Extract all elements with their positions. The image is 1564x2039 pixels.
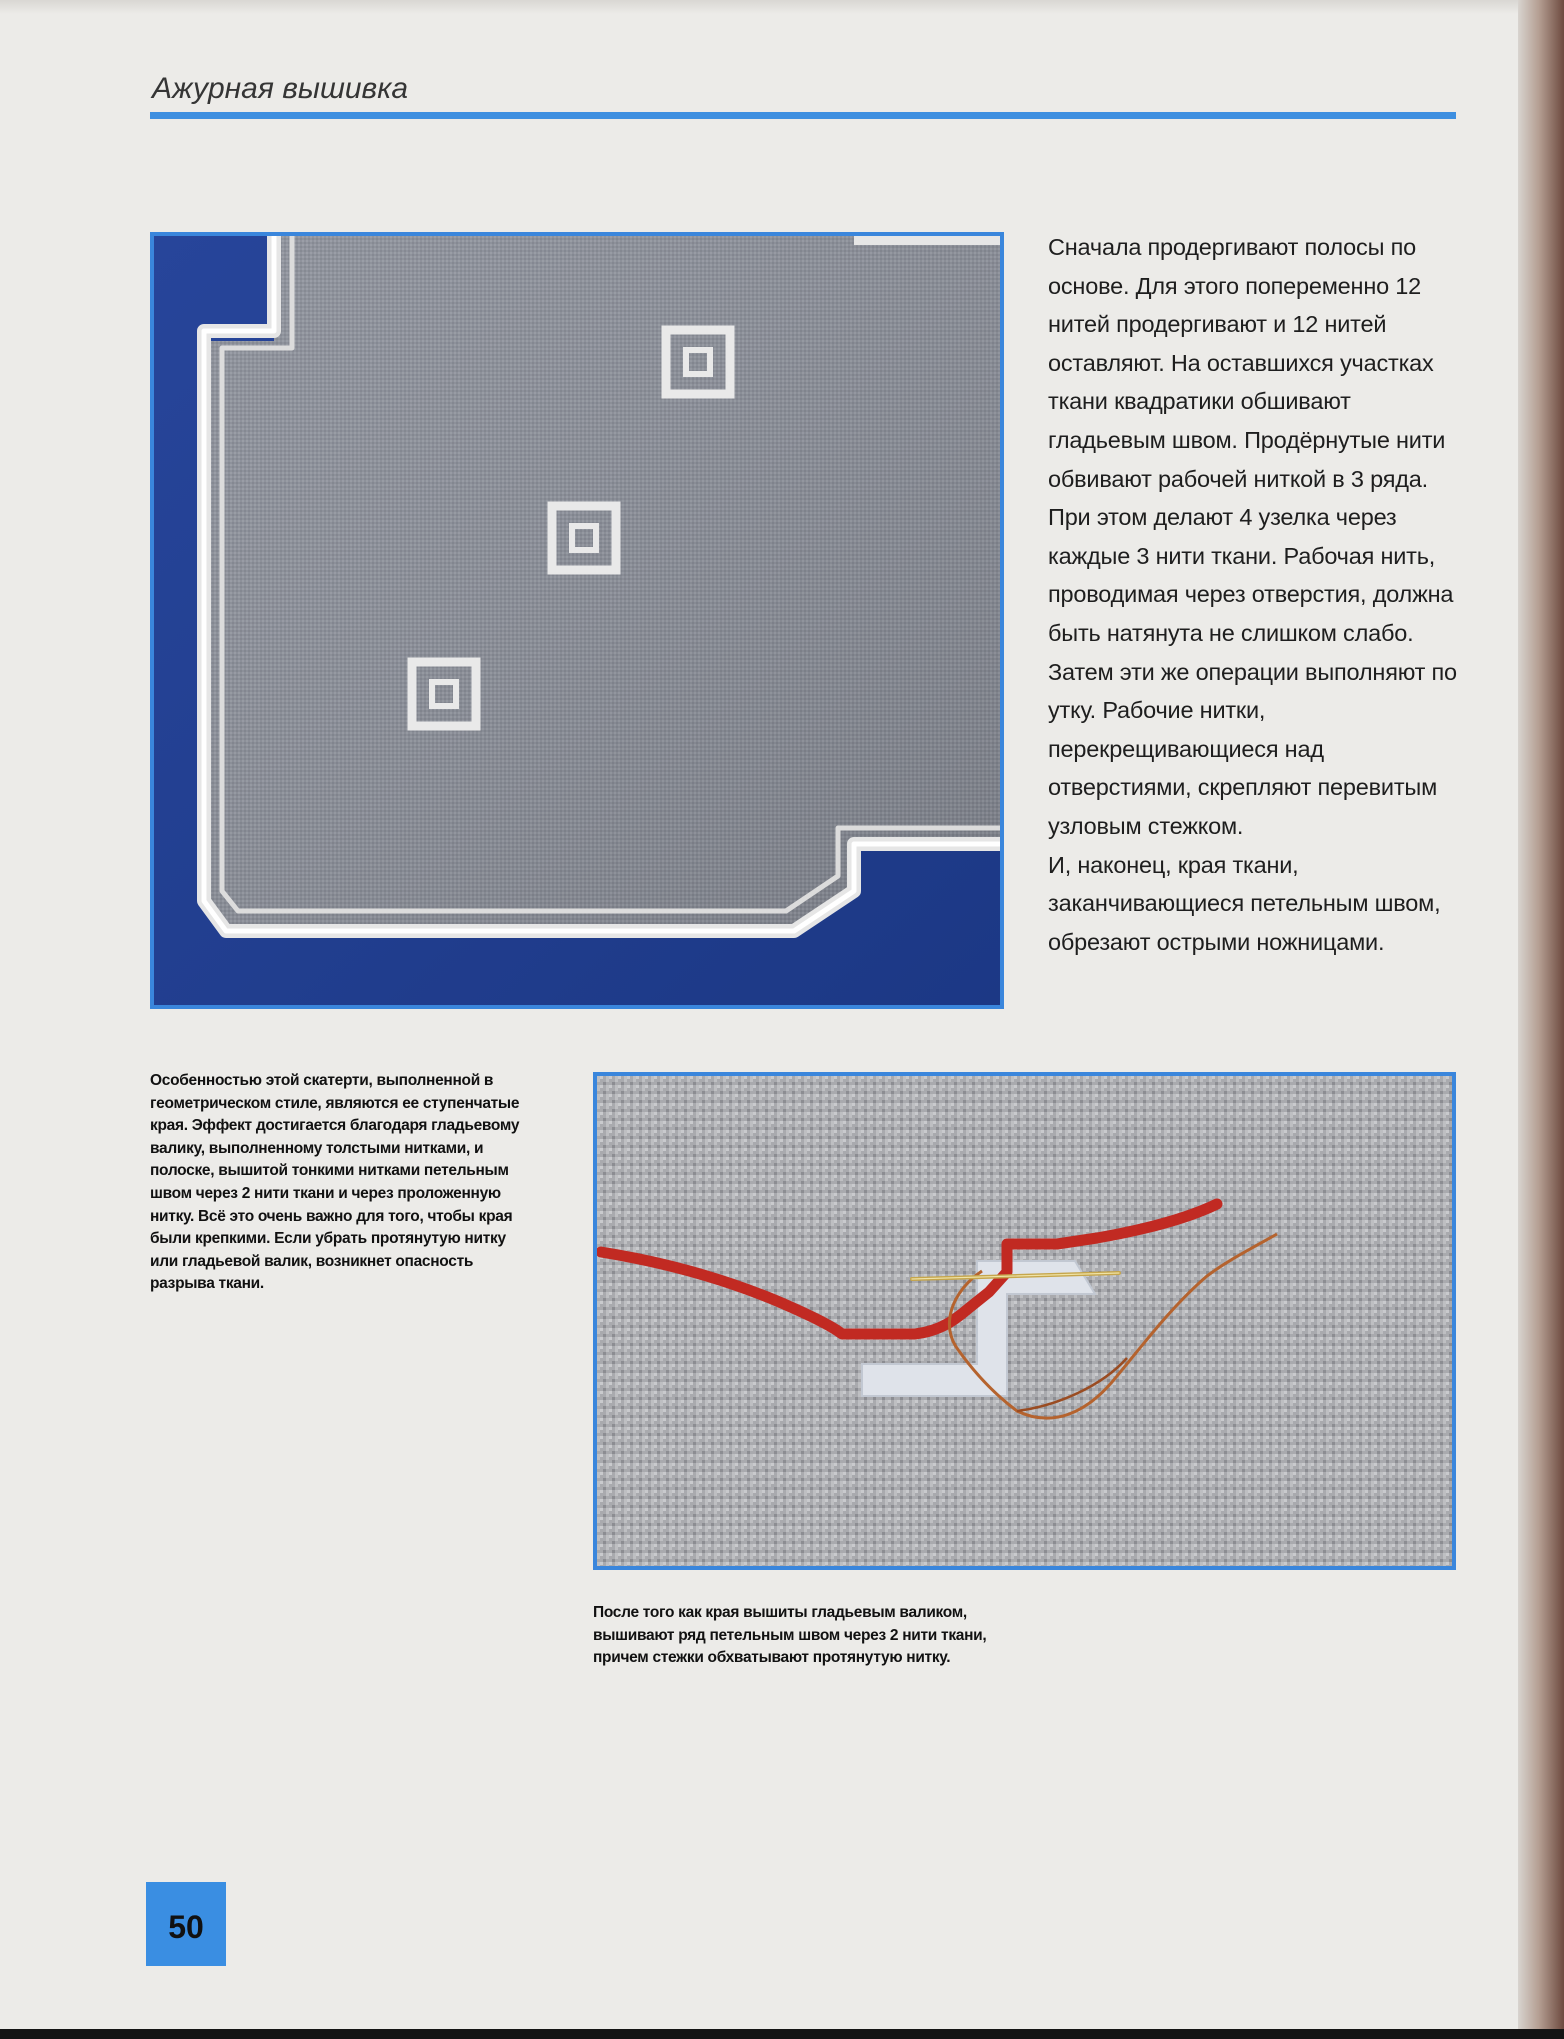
book-spine-shadow [1518, 0, 1564, 2039]
stitching-caption: После того как края вышиты гладьевым валиком, вышивают ряд петельным швом через 2 нити ткани, причем стежки обхватывают протянутую нитку. [593, 1604, 987, 1667]
page-number: 50 [168, 1908, 204, 1945]
page-number-box [146, 1882, 226, 1966]
body-text [1048, 228, 1458, 961]
body-paragraph: И, наконец, края ткани, заканчивающиеся петельным швом, обрезают острыми ножницами. [1048, 851, 1441, 955]
page-bottom-edge [0, 2029, 1564, 2039]
page-top-shadow [0, 0, 1564, 14]
running-title: Ажурная вышивка [152, 72, 409, 105]
tablecloth-photo [150, 232, 1004, 1009]
stitching-illustration [597, 1076, 1452, 1566]
body-paragraph: Затем эти же операции выполняют по утку. Рабочие нитки, перекрещивающиеся над отверстиями, скрепляют перевитым узловым стежком. [1048, 658, 1457, 839]
tablecloth-illustration [154, 236, 1000, 1005]
header-rule [150, 112, 1456, 119]
stitching-photo [593, 1072, 1456, 1570]
tablecloth-caption: Особенностью этой скатерти, выполненной в геометрическом стиле, являются ее ступенчатые края. Эффект достигается благодаря гладьевому валику, выполненному толстыми нитками, и полоске, вышитой тонкими нитками петельным швом через 2 нити ткани и через проложенную нитку. Всё это очень важно для того, чтобы края были крепкими. Если убрать протянутую нитку или гладьевой валик, возникнет опасность разрыва ткани. [150, 1072, 520, 1293]
body-paragraph: Сначала продергивают полосы по основе. Для этого попеременно 12 нитей продергивают и 12 нитей оставляют. На оставшихся участках ткани квадратики обшивают гладьевым швом. Продёрнутые нити обвивают рабочей ниткой в 3 ряда. При этом делают 4 узелка через каждые 3 нити ткани. Рабочая нить, проводимая через отверстия, должна быть натянута не слишком слабо. [1048, 234, 1454, 646]
